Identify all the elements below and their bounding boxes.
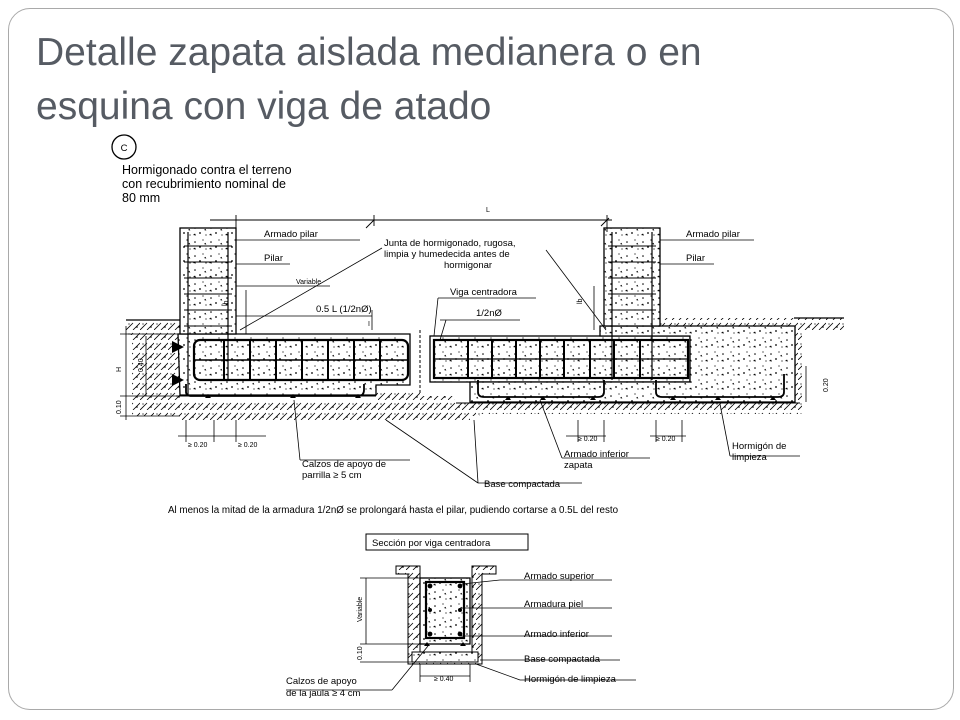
label-lb-right: lb <box>577 298 584 304</box>
label-d010: 0.10 <box>116 400 123 414</box>
label-hormigon-limpieza-line-2: limpieza <box>732 452 767 463</box>
label-ge020-b: ≥ 0.20 <box>238 442 258 449</box>
label-armado-pilar-right: Armado pilar <box>686 229 740 240</box>
label-d020-right: 0.20 <box>823 378 830 392</box>
label-viga-centradora: Viga centradora <box>450 287 517 298</box>
label-ge020-d: ≥ 0.20 <box>656 436 676 443</box>
note-line-3: 80 mm <box>122 191 161 205</box>
label-pilar-right: Pilar <box>686 253 706 264</box>
section-label-d010: 0.10 <box>357 646 364 660</box>
label-junta-line-2: limpia y humedecida antes de <box>384 249 510 260</box>
section-label-base-compactada: Base compactada <box>524 654 601 665</box>
label-hormigon-limpieza-line-1: Hormigón de <box>732 441 787 452</box>
label-ge020-a: ≥ 0.20 <box>188 442 208 449</box>
label-armado-pilar-left: Armado pilar <box>264 229 318 240</box>
label-pilar-left: Pilar <box>264 253 284 264</box>
section-label-calzos-line-1: Calzos de apoyo <box>286 676 357 687</box>
label-d040: 0.40 <box>138 358 145 372</box>
label-junta-line-3: hormigonar <box>444 260 493 271</box>
label-lb-left: lb <box>223 300 230 306</box>
left-footing <box>176 334 410 396</box>
section-label-ge040: ≥ 0.40 <box>434 676 454 683</box>
label-junta-line-1: Junta de hormigonado, rugosa, <box>384 238 516 249</box>
detail-marker-letter: C <box>120 143 128 154</box>
label-l-mark: I <box>368 321 370 328</box>
label-calzos-parrilla-line-2: parrilla ≥ 5 cm <box>302 470 362 481</box>
span-label: L <box>486 207 490 214</box>
label-armado-inferior-zapata-line-2: zapata <box>564 460 593 471</box>
section-label-variable: Variable <box>357 596 364 622</box>
section-label-armadura-piel: Armadura piel <box>524 599 584 610</box>
label-ge020-c: ≥ 0.20 <box>578 436 598 443</box>
footnote: Al menos la mitad de la armadura 1/2nØ se prolongará hasta el pilar, pudiendo cortarse a 0.5L del resto <box>168 505 619 516</box>
section-label-calzos-line-2: de la jaula ≥ 4 cm <box>286 688 361 699</box>
section-title-box <box>366 534 528 550</box>
section-label-armado-inferior: Armado inferior <box>524 629 589 640</box>
section-view <box>396 566 496 664</box>
slide-title-line-1: Detalle zapata aislada medianera o en <box>36 31 702 74</box>
label-variable: Variable <box>296 279 322 286</box>
section-label-armado-superior: Armado superior <box>524 571 595 582</box>
label-half-n: 1/2nØ <box>476 308 502 319</box>
note-line-2: con recubrimiento nominal de <box>122 177 286 191</box>
bottom-dimensions <box>178 420 686 442</box>
label-calzos-parrilla-line-1: Calzos de apoyo de <box>302 459 386 470</box>
label-armado-inferior-zapata-line-1: Armado inferior <box>564 449 629 460</box>
label-half-l: 0.5 L (1/2nØ) <box>316 304 372 315</box>
section-title: Sección por viga centradora <box>372 538 491 549</box>
label-h: H <box>116 366 123 372</box>
label-base-compactada: Base compactada <box>484 479 561 490</box>
section-label-hormigon-limpieza: Hormigón de limpieza <box>524 674 616 685</box>
detail-marker <box>112 135 136 159</box>
note-line-1: Hormigonado contra el terreno <box>122 163 292 177</box>
slide-title-line-2: esquina con viga de atado <box>36 85 492 128</box>
